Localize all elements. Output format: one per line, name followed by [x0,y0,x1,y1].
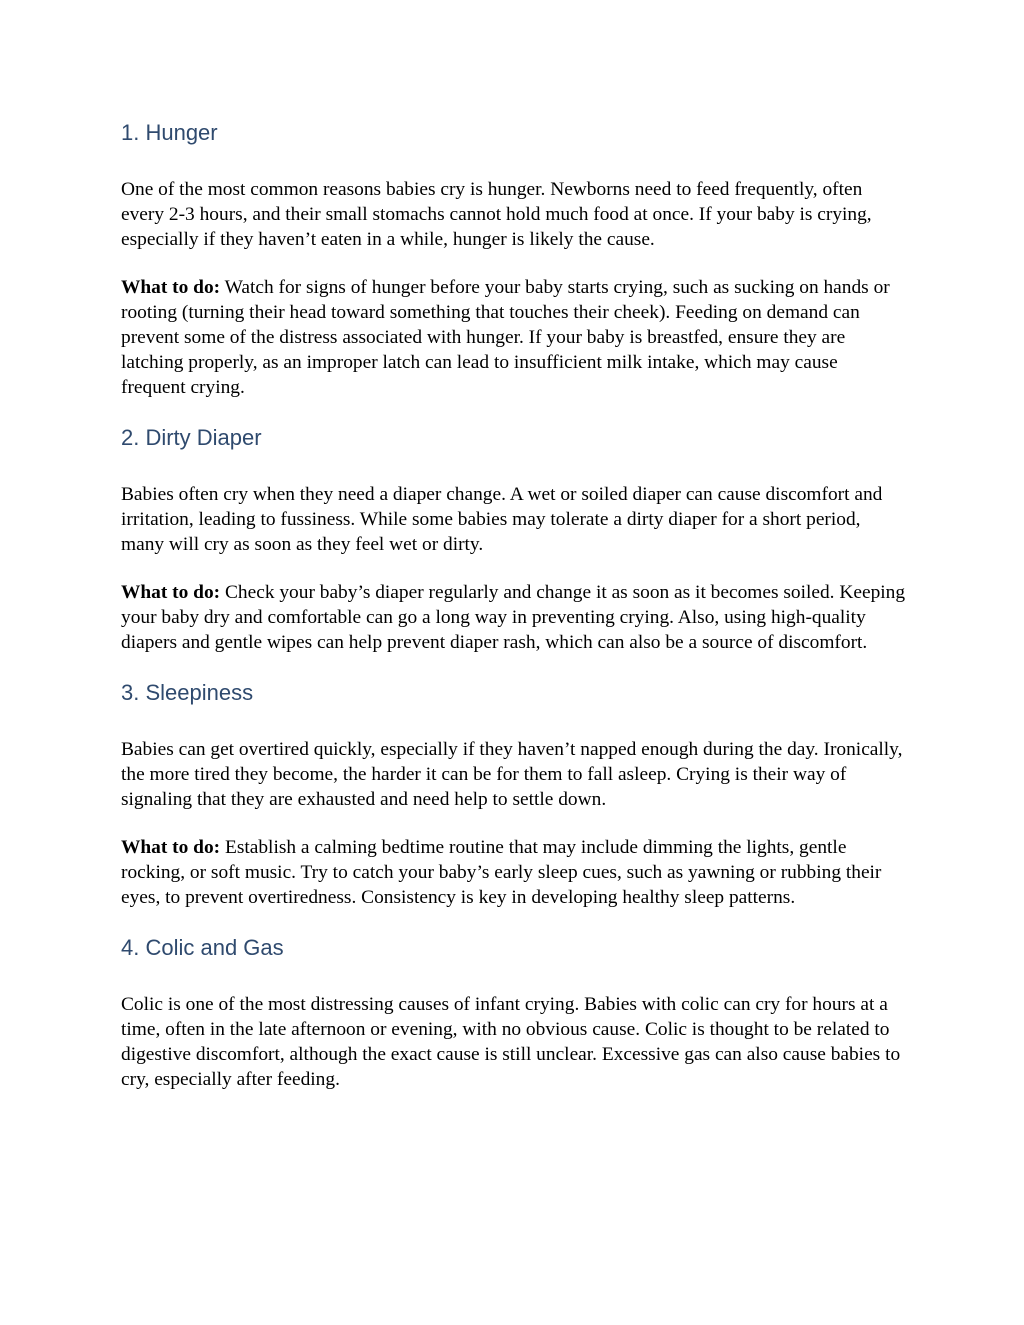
paragraph-dirty-diaper-body: Babies often cry when they need a diaper change. A wet or soiled diaper can cause discomfort and irritation, leading to fussiness. While some babies may tolerate a dirty diaper for a short period, many will cry as soon as they feel wet or dirty. [121,484,883,555]
what-to-do-label: What to do: [121,582,221,603]
document-page [121,118,907,1092]
what-to-do-label: What to do: [121,837,221,858]
paragraph-sleepiness-what-to-do [121,835,907,910]
paragraph-hunger-body: One of the most common reasons babies cry is hunger. Newborns need to feed frequently, often every 2-3 hours, and their small stomachs cannot hold much food at once. If your baby is crying, especially if they haven’t eaten in a while, hunger is likely the cause. [121,179,872,250]
section-heading-hunger: 1. Hunger [121,120,218,145]
paragraph-hunger-what-to-do [121,275,907,400]
what-to-do-text: Check your baby’s diaper regularly and change it as soon as it becomes soiled. Keeping your baby dry and comfortable can go a long way in preventing crying. Also, using high-quality diapers and gentle wipes can help prevent diaper rash, which can also be a source of discomfort. [121,582,906,653]
paragraph-dirty-diaper-what-to-do [121,580,907,655]
what-to-do-text: Watch for signs of hunger before your baby starts crying, such as sucking on hands or rooting (turning their head toward something that touches their cheek). Feeding on demand can prevent some of the distress associated with hunger. If your baby is breastfed, ensure they are latching properly, as an improper latch can lead to insufficient milk intake, which may cause frequent crying. [121,277,890,398]
paragraph-colic-and-gas-body: Colic is one of the most distressing causes of infant crying. Babies with colic can cry for hours at a time, often in the late afternoon or evening, with no obvious cause. Colic is thought to be related to digestive discomfort, although the exact cause is still unclear. Excessive gas can also cause babies to cry, especially after feeding. [121,994,901,1090]
what-to-do-label: What to do: [121,277,221,298]
what-to-do-text: Establish a calming bedtime routine that may include dimming the lights, gentle rocking, or soft music. Try to catch your baby’s early sleep cues, such as yawning or rubbing their eyes, to prevent overtiredness. Consistency is key in developing healthy sleep patterns. [121,837,882,908]
section-heading-dirty-diaper: 2. Dirty Diaper [121,425,262,450]
section-heading-colic-and-gas: 4. Colic and Gas [121,935,284,960]
paragraph-sleepiness-body: Babies can get overtired quickly, especially if they haven’t napped enough during the day. Ironically, the more tired they become, the harder it can be for them to fall asleep. Crying is their way of signaling that they are exhausted and need help to settle down. [121,739,903,810]
section-heading-sleepiness: 3. Sleepiness [121,680,254,705]
